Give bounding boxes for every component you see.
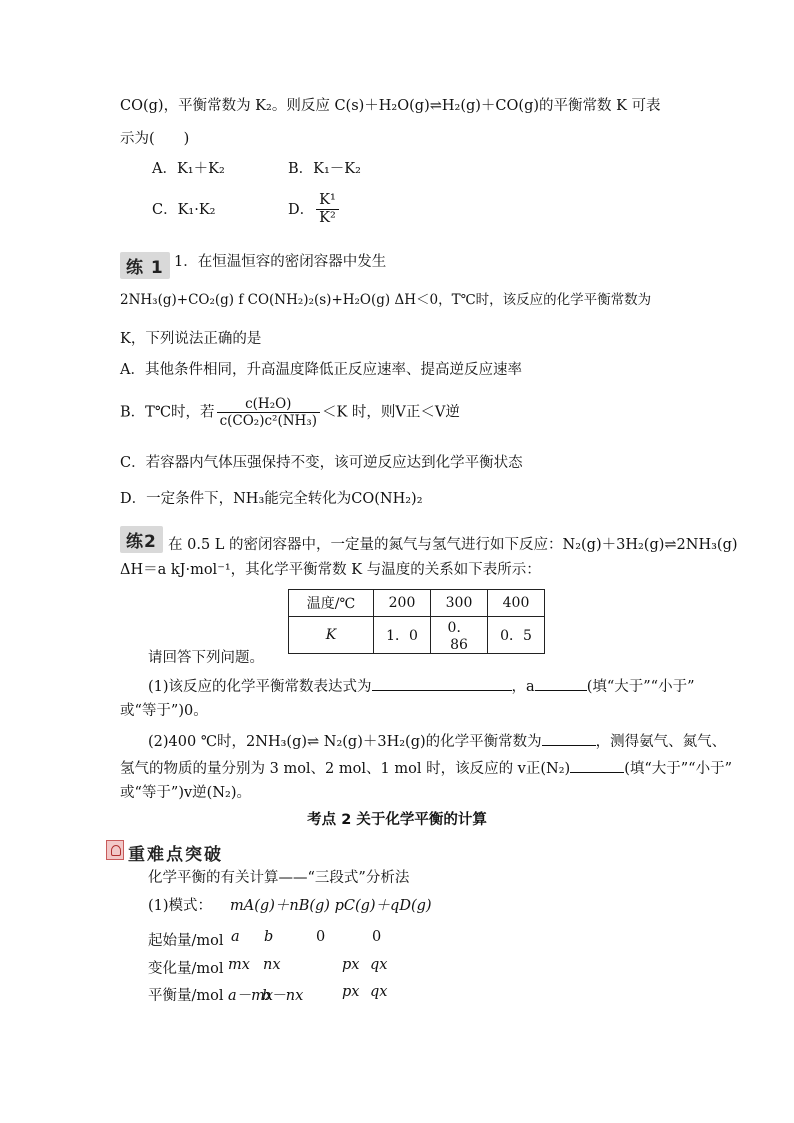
answer-blank[interactable] xyxy=(372,676,512,691)
question-2-text: 氢气的物质的量分别为 3 mol、2 mol、1 mol 时，该反应的 v正(N₂) xyxy=(120,761,571,777)
row-label: 平衡量/mol xyxy=(148,988,224,1004)
row-value: nx xyxy=(263,957,281,973)
row-value: px xyxy=(342,957,360,973)
table-header-cell: 温度/℃ xyxy=(289,590,374,617)
option-d: D．一定条件下，NH₃能完全转化为CO(NH₂)₂ xyxy=(120,491,423,507)
answer-blank[interactable] xyxy=(570,758,624,773)
row-value: mx xyxy=(228,957,250,973)
practice-2-tag: 练2 xyxy=(120,526,163,553)
row-value: a－mx xyxy=(228,988,274,1004)
question-1-text: (1)该反应的化学平衡常数表达式为 xyxy=(148,679,372,695)
row-value: 0 xyxy=(316,929,326,945)
fraction-denominator: c(CO₂)c²(NH₃) xyxy=(219,413,317,430)
mode-line xyxy=(148,898,432,915)
practice-1-tag: 练 1 xyxy=(120,252,170,279)
row-value: qx xyxy=(370,957,388,973)
question-1-text: (填“大于”“小于” xyxy=(586,679,695,695)
option-b: B．K₁－K₂ xyxy=(288,161,361,177)
question-1-text: ，a xyxy=(511,679,535,695)
question-text-line: 或“等于”)0。 xyxy=(120,703,208,719)
table-header-cell: 300 xyxy=(431,590,488,617)
row-label: 起始量/mol xyxy=(148,933,224,949)
question-text-line: ΔH＝a kJ·mol⁻¹，其化学平衡常数 K 与温度的关系如下表所示： xyxy=(120,562,541,578)
method-title: 化学平衡的有关计算——“三段式”分析法 xyxy=(148,870,410,886)
question-1 xyxy=(148,676,695,696)
option-d-fraction xyxy=(316,192,339,228)
mode-label: (1)模式： xyxy=(148,898,213,914)
option-b-fraction xyxy=(217,396,320,429)
option-c: C．K₁·K₂ xyxy=(152,202,216,218)
fraction-numerator: c(H₂O) xyxy=(217,396,320,413)
option-a: A．其他条件相同，升高温度降低正反应速率、提高逆反应速率 xyxy=(120,362,522,378)
answer-blank[interactable] xyxy=(542,731,596,746)
section-heading: 考点 2 关于化学平衡的计算 xyxy=(307,812,487,828)
table-cell: 0．5 xyxy=(488,617,545,654)
table-header-cell: 400 xyxy=(488,590,545,617)
row-value: px xyxy=(342,984,360,1000)
table-header-cell: 200 xyxy=(374,590,431,617)
mode-equation: mA(g)＋nB(g) pC(g)＋qD(g) xyxy=(230,898,432,914)
question-2-text: (填“大于”“小于” xyxy=(624,761,732,777)
book-icon xyxy=(106,840,124,860)
table-cell: 0．86 xyxy=(431,617,488,654)
row-value: b xyxy=(264,929,274,945)
table-cell: K xyxy=(289,617,374,654)
option-c: C．若容器内气体压强保持不变，该可逆反应达到化学平衡状态 xyxy=(120,455,523,471)
subsection-title: 重难点突破 xyxy=(128,845,223,865)
equilibrium-constant-table xyxy=(288,589,545,654)
question-text-line: 在 0.5 L 的密闭容器中，一定量的氮气与氢气进行如下反应：N₂(g)＋3H₂(g)⇌2NH₃(g) xyxy=(168,537,738,553)
reaction-equation: 2NH₃(g)+CO₂(g) f CO(NH₂)₂(s)+H₂O(g) ΔH＜0，T℃时，该反应的化学平衡常数为 xyxy=(120,292,652,308)
table-cell: 1．0 xyxy=(374,617,431,654)
fraction-numerator: K¹ xyxy=(316,192,339,210)
row-label: 变化量/mol xyxy=(148,961,224,977)
option-b-suffix: ＜K 时，则V正＜V逆 xyxy=(321,404,460,421)
question-2 xyxy=(148,731,726,751)
option-d-label: D． xyxy=(288,201,315,218)
answer-blank[interactable] xyxy=(535,676,587,691)
row-value: b－nx xyxy=(262,988,304,1004)
question-text-line: 或“等于”)v逆(N₂)。 xyxy=(120,785,251,801)
option-d xyxy=(288,192,341,228)
row-value: qx xyxy=(370,984,388,1000)
row-value: a xyxy=(231,929,240,945)
table-row xyxy=(289,617,545,654)
question-2-line xyxy=(120,758,732,778)
question-2-text: ，测得氨气、氮气、 xyxy=(595,734,727,750)
prompt-text: 请回答下列问题。 xyxy=(148,650,264,666)
question-2-text: (2)400 ℃时，2NH₃(g)⇌ N₂(g)＋3H₂(g)的化学平衡常数为 xyxy=(148,734,542,750)
question-text-line: CO(g)，平衡常数为 K₂。则反应 C(s)＋H₂O(g)⇌H₂(g)＋CO(g)的平衡常数 K 可表 xyxy=(120,98,661,114)
question-text-line: K，下列说法正确的是 xyxy=(120,331,262,347)
table-row xyxy=(289,590,545,617)
option-b xyxy=(120,396,460,429)
practice-1-stem: 1．在恒温恒容的密闭容器中发生 xyxy=(174,254,387,270)
option-b-prefix: B．T℃时，若 xyxy=(120,404,215,421)
fraction-denominator: K² xyxy=(319,210,336,227)
question-text-line: 示为( ) xyxy=(120,131,190,147)
option-a: A．K₁＋K₂ xyxy=(152,161,225,177)
row-value: 0 xyxy=(372,929,382,945)
